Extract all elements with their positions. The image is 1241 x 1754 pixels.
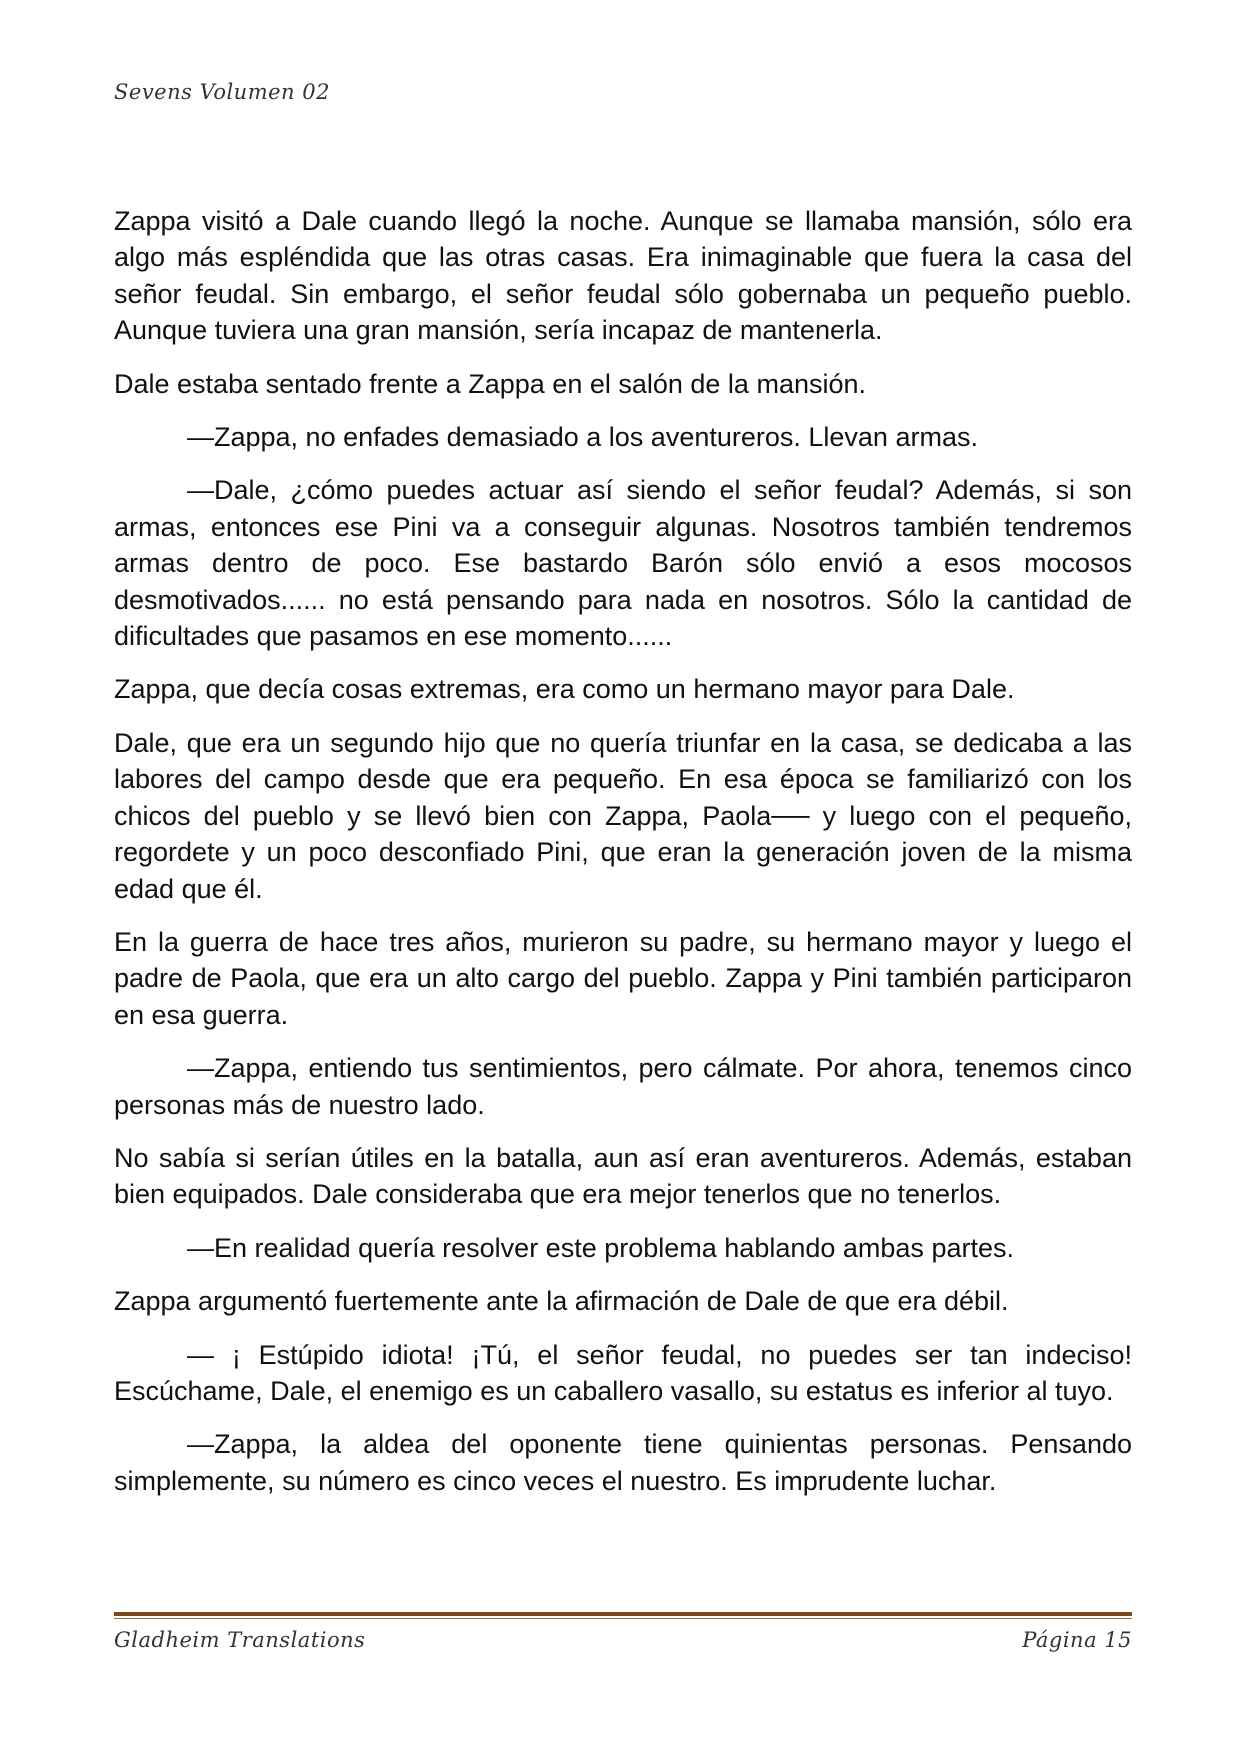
footer-divider-thick — [114, 1612, 1132, 1616]
footer-page-number: Página 15 — [1022, 1628, 1132, 1652]
paragraph: Zappa visitó a Dale cuando llegó la noche. Aunque se llamaba mansión, sólo era algo más espléndida que las otras casas. Era inimaginable que fuera la casa del señor feudal. Sin embargo, el señor feudal sólo gobernaba un pequeño pueblo. Aunque tuviera una gran mansión, sería incapaz de mantenerla. — [114, 206, 1132, 346]
footer-divider-thin — [114, 1618, 1132, 1619]
footer-divider — [114, 1612, 1132, 1620]
paragraph: Dale estaba sentado frente a Zappa en el salón de la mansión. — [114, 368, 867, 399]
dialogue-paragraph: —Zappa, entiendo tus sentimientos, pero cálmate. Por ahora, tenemos cinco personas más de nuestro lado. — [114, 1053, 1132, 1120]
paragraph: No sabía si serían útiles en la batalla, aun así eran aventureros. Además, estaban bien equipados. Dale consideraba que era mejor tenerlos que no tenerlos. — [114, 1142, 1132, 1210]
paragraph: Zappa, que decía cosas extremas, era como un hermano mayor para Dale. — [114, 674, 1015, 705]
dialogue-paragraph: — ¡ Estúpido idiota! ¡Tú, el señor feudal, no puedes ser tan indeciso! Escúchame, Dale, el enemigo es un caballero vasallo, su estatus es inferior al tuyo. — [114, 1339, 1132, 1406]
dialogue-paragraph: —Zappa, no enfades demasiado a los aventureros. Llevan armas. — [187, 422, 978, 453]
paragraph: En la guerra de hace tres años, murieron su padre, su hermano mayor y luego el padre de Paola, que era un alto cargo del pueblo. Zappa y Pini también participaron en esa guerra. — [114, 926, 1132, 1030]
paragraph: Dale, que era un segundo hijo que no quería triunfar en la casa, se dedicaba a las labores del campo desde que era pequeño. En esa época se familiarizó con los chicos del pueblo y se llevó bien con Zappa, Paola── y luego con el pequeño, regordete y un poco desconfiado Pini, que eran la generación joven de la misma edad que él. — [114, 727, 1132, 904]
footer-translator: Gladheim Translations — [114, 1628, 366, 1652]
paragraph: Zappa argumentó fuertemente ante la afirmación de Dale de que era débil. — [114, 1286, 1009, 1317]
dialogue-paragraph: —Zappa, la aldea del oponente tiene quinientas personas. Pensando simplemente, su número es cinco veces el nuestro. Es imprudente luchar. — [114, 1429, 1132, 1496]
dialogue-paragraph: —En realidad quería resolver este problema hablando ambas partes. — [187, 1232, 1014, 1263]
document-body — [114, 203, 1132, 1516]
page-header-title: Sevens Volumen 02 — [114, 80, 330, 104]
dialogue-paragraph: —Dale, ¿cómo puedes actuar así siendo el señor feudal? Además, si son armas, entonces ese Pini va a conseguir algunas. Nosotros también tendremos armas dentro de poco. Ese bastardo Barón sólo envió a esos mocosos desmotivados...... no está pensando para nada en nosotros. Sólo la cantidad de dificultades que pasamos en ese momento...... — [114, 475, 1132, 652]
